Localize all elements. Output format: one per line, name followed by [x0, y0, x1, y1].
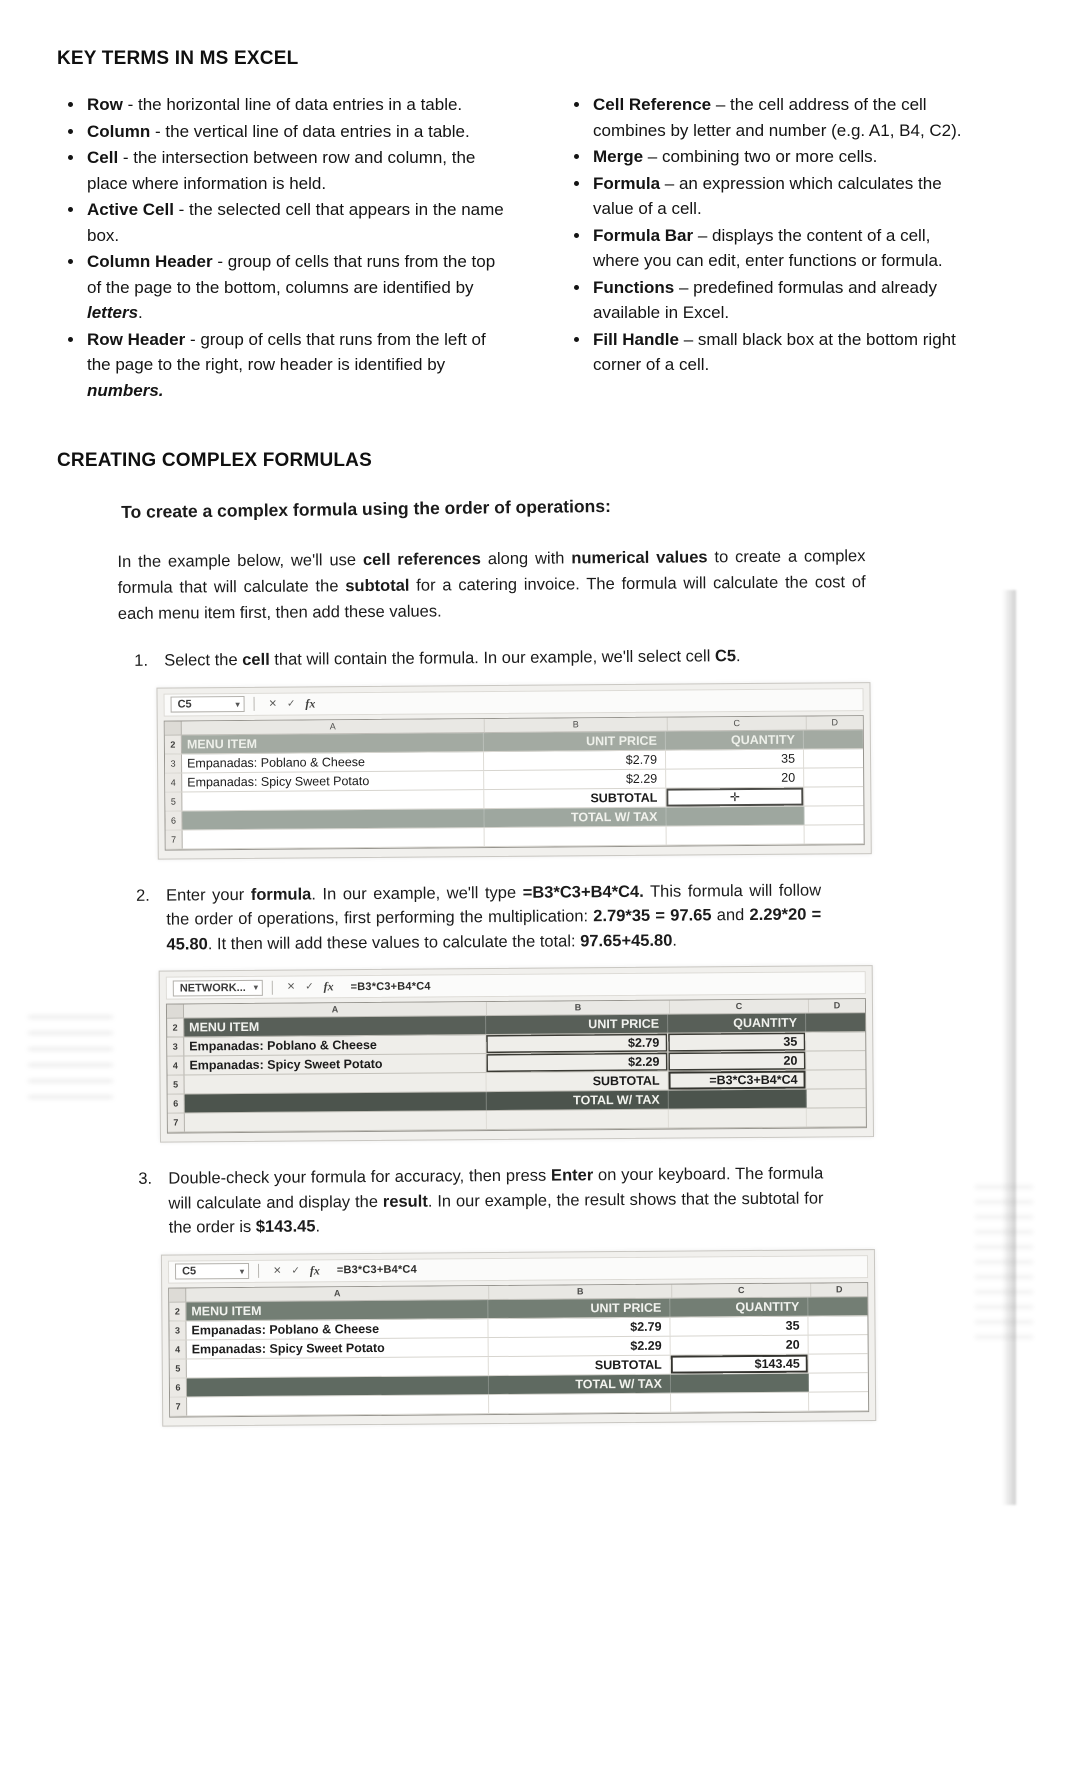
formula-bar-area — [166, 971, 866, 999]
cell-c6 — [666, 806, 804, 825]
spreadsheet-grid — [168, 1282, 869, 1417]
row-number: 4 — [170, 1340, 187, 1358]
cell-d5 — [806, 1070, 865, 1088]
key-term-column-header: • Column Header - group of cells that runs from the top of the page to the bottom, columns are identified by letters. — [85, 249, 505, 326]
enter-icon: ✓ — [305, 981, 314, 993]
selected-cell-c5 — [666, 787, 804, 806]
section-title-creating-formulas: CREATING COMPLEX FORMULAS — [57, 450, 372, 471]
empty-row-7 — [166, 825, 864, 849]
cell-unit-price: UNIT PRICE — [486, 1015, 668, 1034]
enter-icon: ✓ — [286, 698, 296, 710]
cell-quantity: QUANTITY — [666, 730, 804, 749]
key-term-row-header: • Row Header - group of cells that runs from the left of the page to the right, row header is identified by numbers. — [85, 327, 505, 404]
cell-b4: $2.29 — [489, 1336, 671, 1355]
subtotal-label: SUBTOTAL — [486, 1072, 668, 1091]
excel-screenshot-step2 — [159, 965, 874, 1143]
row-number: 5 — [170, 1359, 187, 1377]
empty-row-7 — [170, 1392, 868, 1416]
cell-c6 — [671, 1373, 809, 1392]
formula-bar-area — [164, 688, 864, 716]
function-icon: fx — [305, 695, 316, 711]
cell-menu-item: MENU ITEM — [184, 1016, 486, 1036]
cell-a3: Empanadas: Poblano & Cheese — [186, 1319, 488, 1339]
cell-d3 — [804, 749, 863, 767]
cell-unit-price: UNIT PRICE — [488, 1298, 670, 1317]
row-number: 7 — [170, 1397, 187, 1415]
function-icon: fx — [323, 979, 334, 994]
cell-quantity: QUANTITY — [668, 1014, 806, 1033]
toolbar-divider — [272, 980, 273, 994]
cell-d5 — [804, 787, 863, 805]
cell-a5 — [185, 1073, 487, 1093]
row-number: 2 — [169, 1302, 186, 1320]
toolbar-divider — [254, 697, 255, 711]
step-3 — [138, 1161, 843, 1426]
key-term-formula-bar: • Formula Bar – displays the content of a cell, where you can edit, enter functions or formula. — [591, 223, 963, 274]
row-number: 2 — [165, 735, 182, 753]
name-box — [173, 979, 263, 996]
cell-d — [806, 1013, 865, 1031]
dropdown-caret-icon: ▾ — [235, 699, 240, 709]
row-number: 2 — [167, 1018, 184, 1036]
spreadsheet-grid — [166, 998, 867, 1133]
row-number: 6 — [168, 1094, 185, 1112]
key-term-cell-reference: • Cell Reference – the cell address of the cell combines by letter and number (e.g. A1, B4, C2). — [591, 92, 963, 143]
cell-d4 — [804, 768, 863, 786]
cell-d5 — [809, 1354, 868, 1372]
enter-icon: ✓ — [291, 1265, 300, 1277]
name-box-value: NETWORK... — [179, 981, 246, 995]
column-header-c: C — [670, 1000, 809, 1014]
formula-bar-content: =B3*C3+B4*C4 — [350, 980, 431, 993]
subtotal-label: SUBTOTAL — [489, 1355, 671, 1374]
cell-d3 — [806, 1032, 865, 1050]
key-term-cell: • Cell - the intersection between row and column, the place where information is held. — [85, 145, 505, 196]
key-term-fill-handle: • Fill Handle – small black box at the bottom right corner of a cell. — [591, 327, 963, 378]
excel-screenshot-step3 — [161, 1249, 876, 1427]
row-number: 7 — [168, 1113, 185, 1131]
cell-c3: 35 — [666, 749, 804, 768]
name-box-value: C5 — [177, 698, 192, 711]
cell-a4: Empanadas: Spicy Sweet Potato — [184, 1054, 486, 1074]
total-label: TOTAL W/ TAX — [487, 1091, 669, 1110]
key-terms-right-list — [563, 92, 963, 404]
formula-entry-cell-c5: =B3*C3+B4*C4 — [668, 1071, 806, 1090]
row-number: 4 — [165, 773, 182, 791]
cell-d — [804, 730, 863, 748]
cell-d3 — [808, 1316, 867, 1334]
cell-b3: $2.79 — [488, 1317, 670, 1336]
name-box — [175, 1263, 249, 1280]
function-icon: fx — [309, 1262, 320, 1277]
total-label: TOTAL W/ TAX — [484, 807, 666, 826]
empty-row-7 — [168, 1108, 866, 1132]
row-number: 3 — [165, 754, 182, 772]
formula-bar-area — [168, 1255, 868, 1283]
key-terms-left-list — [57, 92, 505, 404]
cell-unit-price: UNIT PRICE — [484, 731, 666, 750]
step-text: Double-check your formula for accuracy, then press Enter on your keyboard. The formula will calculate and display the result. In our example, the result shows that the subtotal for the order is $143.45. — [168, 1164, 824, 1237]
step-1 — [134, 643, 839, 859]
corner-cell — [165, 721, 182, 734]
row-number: 4 — [167, 1056, 184, 1074]
column-header-b: B — [487, 1001, 670, 1015]
cell-d — [808, 1297, 867, 1315]
cell-d4 — [806, 1051, 865, 1069]
key-term-column: • Column - the vertical line of data entries in a table. — [85, 119, 505, 145]
cell-a6 — [182, 809, 484, 829]
cell-menu-item: MENU ITEM — [182, 733, 484, 753]
step-number: 1. — [134, 651, 149, 670]
cell-a5 — [182, 790, 484, 810]
column-header-b: B — [485, 717, 668, 731]
cell-a6 — [185, 1092, 487, 1112]
cell-b4: $2.29 — [484, 769, 666, 788]
key-term-functions: • Functions – predefined formulas and already available in Excel. — [591, 275, 963, 326]
cell-b4-referenced: $2.29 — [486, 1053, 668, 1072]
step-text: Select the cell that will contain the formula. In our example, we'll select cell C5. — [164, 647, 741, 670]
row-number: 5 — [165, 792, 182, 810]
cell-b3-referenced: $2.79 — [486, 1034, 668, 1053]
key-term-formula: • Formula – an expression which calculates the value of a cell. — [591, 171, 963, 222]
cell-d6 — [804, 806, 863, 824]
key-term-active-cell: • Active Cell - the selected cell that appears in the name box. — [85, 197, 505, 248]
move-cursor-icon: ✛ — [729, 789, 740, 804]
step-2 — [136, 878, 841, 1143]
tutorial-steps — [134, 643, 843, 1426]
scanned-tutorial-block — [115, 495, 982, 1426]
cell-a3: Empanadas: Poblano & Cheese — [182, 752, 484, 772]
dropdown-caret-icon: ▾ — [253, 982, 258, 992]
cell-a6 — [187, 1376, 489, 1396]
column-header-c: C — [672, 1283, 811, 1297]
cell-c4-referenced: 20 — [668, 1052, 806, 1071]
row-number: 5 — [168, 1075, 185, 1093]
cell-d6 — [809, 1373, 868, 1391]
section-title-key-terms: KEY TERMS IN MS EXCEL — [57, 48, 299, 69]
total-label: TOTAL W/ TAX — [489, 1374, 671, 1393]
cell-a3: Empanadas: Poblano & Cheese — [184, 1035, 486, 1055]
cell-a4: Empanadas: Spicy Sweet Potato — [182, 771, 484, 791]
corner-cell — [167, 1004, 184, 1017]
row-number: 6 — [170, 1378, 187, 1396]
column-header-b: B — [489, 1284, 672, 1298]
step-number: 3. — [138, 1169, 153, 1188]
cancel-icon: ✕ — [286, 981, 296, 993]
cancel-icon: ✕ — [272, 1265, 282, 1277]
spreadsheet-grid — [164, 715, 865, 850]
cell-c3: 35 — [670, 1316, 808, 1335]
cell-quantity: QUANTITY — [670, 1297, 808, 1316]
formula-bar-content: =B3*C3+B4*C4 — [336, 1263, 417, 1277]
column-header-a: A — [184, 1002, 487, 1017]
key-terms-columns — [57, 92, 1020, 404]
cell-c4: 20 — [671, 1335, 809, 1354]
corner-cell — [169, 1288, 186, 1301]
cell-c3-referenced: 35 — [668, 1033, 806, 1052]
toolbar-divider — [258, 1264, 259, 1278]
cell-d6 — [807, 1089, 866, 1107]
cancel-icon: ✕ — [268, 698, 278, 710]
column-header-d: D — [831, 716, 839, 727]
step-number: 2. — [136, 886, 150, 905]
key-term-merge: • Merge – combining two or more cells. — [591, 144, 963, 170]
cell-b3: $2.79 — [484, 750, 666, 769]
row-number: 3 — [169, 1321, 186, 1339]
excel-screenshot-step1 — [156, 682, 871, 860]
name-box-value: C5 — [181, 1265, 197, 1278]
subtotal-label: SUBTOTAL — [484, 788, 666, 807]
tutorial-heading: To create a complex formula using the order of operations: — [120, 495, 611, 522]
step-text: Enter your formula. In our example, we'll type =B3*C3+B4*C4. This formula will follow the order of operations, first performing the multiplication: 2.79*35 = 97.65 and 2.29*20 = 45.80. It then will add these values to calculate the total: 97.65+45.80. — [166, 880, 822, 954]
row-number: 6 — [165, 811, 182, 829]
column-header-d: D — [833, 1000, 841, 1011]
row-number: 3 — [167, 1037, 184, 1055]
column-header-a: A — [182, 719, 485, 734]
column-header-a: A — [186, 1286, 489, 1301]
cell-d4 — [809, 1335, 868, 1353]
cell-c6 — [669, 1090, 807, 1109]
column-header-c: C — [668, 716, 807, 730]
cell-a5 — [187, 1357, 489, 1377]
name-box — [171, 696, 245, 713]
cell-menu-item: MENU ITEM — [186, 1300, 488, 1320]
cell-a4: Empanadas: Spicy Sweet Potato — [187, 1338, 489, 1358]
key-term-row: • Row - the horizontal line of data entries in a table. — [85, 92, 505, 118]
tutorial-intro-paragraph: In the example below, we'll use cell references along with numerical values to create a complex formula that will calculate the subtotal for a catering invoice. The formula will calculate the cost of each menu item first, then add these values. — [117, 547, 866, 623]
result-cell-c5: $143.45 — [671, 1354, 809, 1373]
row-number: 7 — [166, 830, 183, 848]
cell-c4: 20 — [666, 768, 804, 787]
column-header-d: D — [835, 1283, 843, 1294]
dropdown-caret-icon: ▾ — [239, 1266, 245, 1276]
